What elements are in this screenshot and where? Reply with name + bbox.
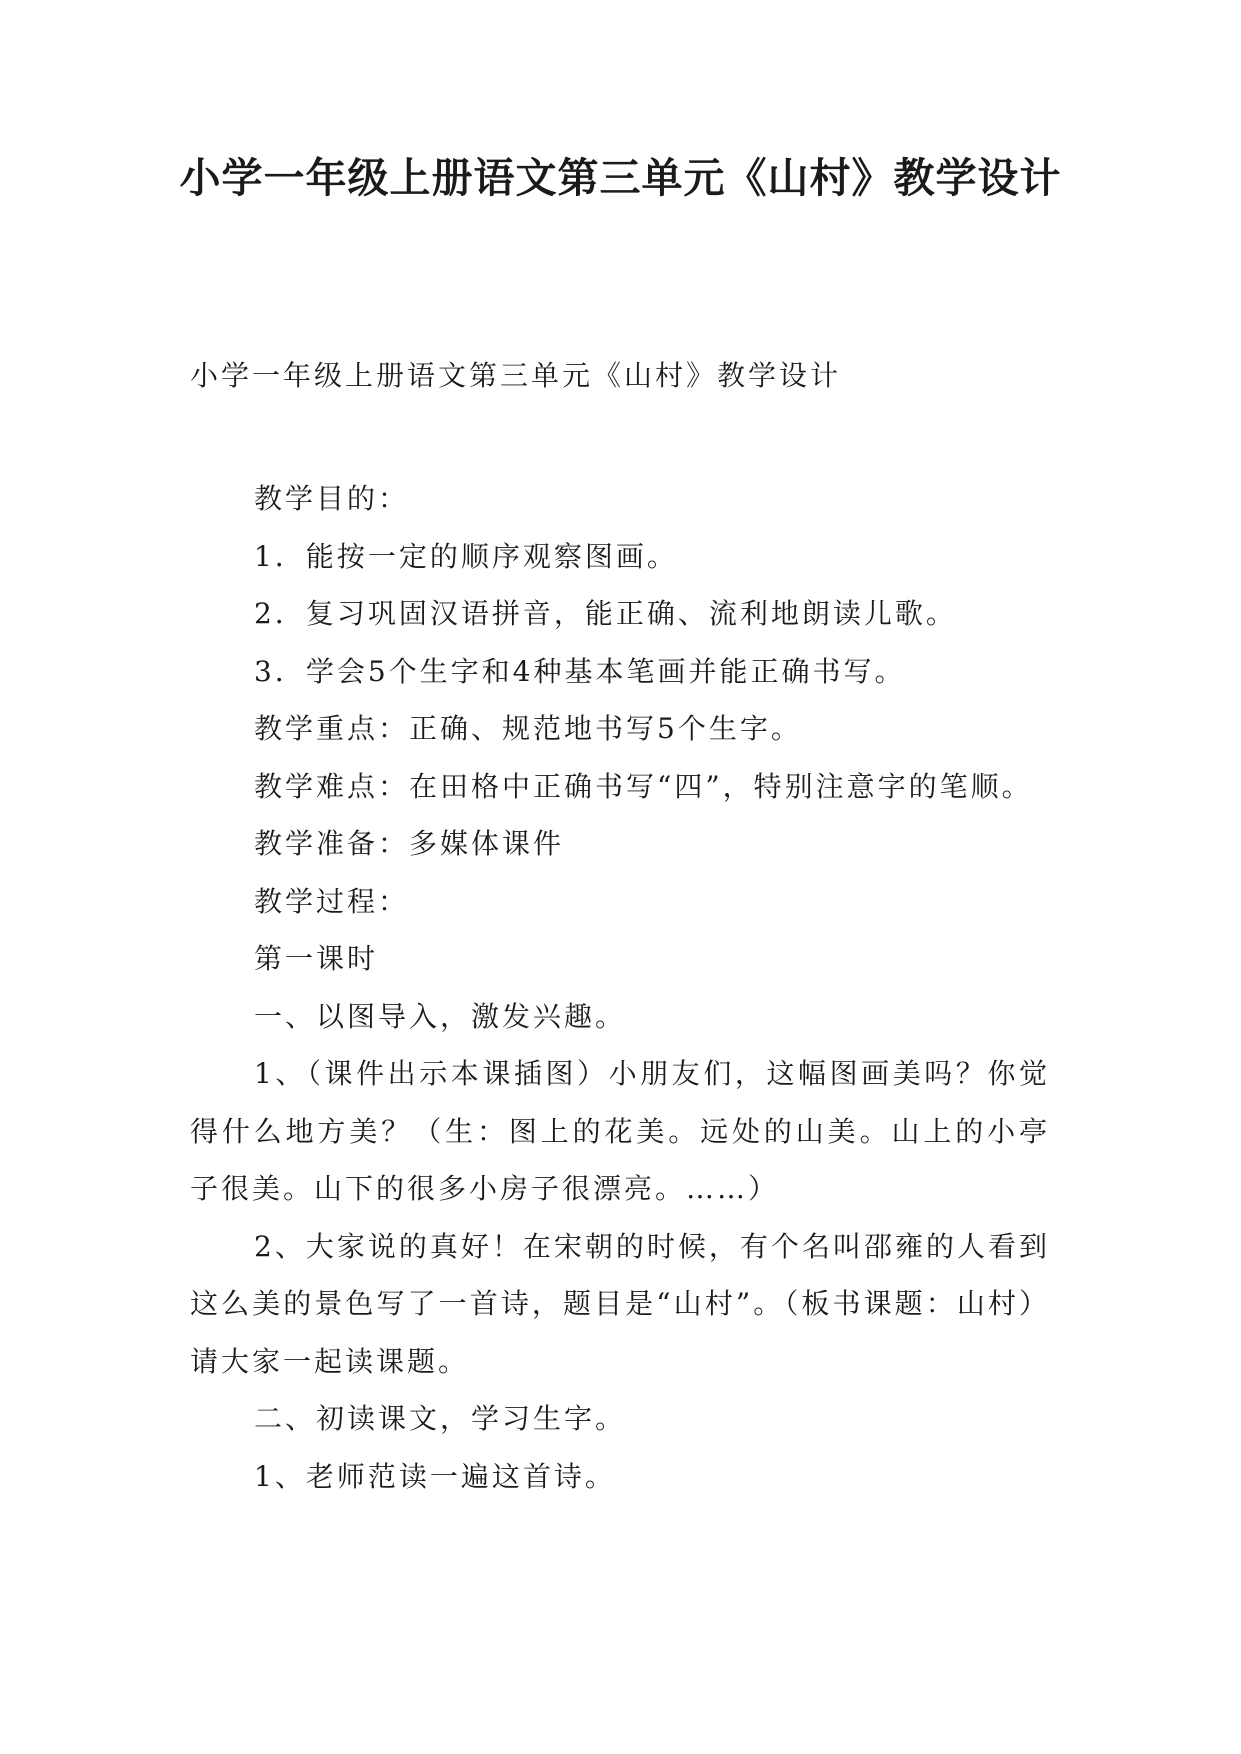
document-title: 小学一年级上册语文第三单元《山村》教学设计 <box>179 154 1062 202</box>
objective-item: 3．学会5个生字和4种基本笔画并能正确书写。 <box>254 654 906 688</box>
body-paragraph: 1、老师范读一遍这首诗。 <box>254 1459 616 1493</box>
section-heading-process: 教学过程： <box>254 884 410 918</box>
section-heading-objectives: 教学目的： <box>254 482 410 515</box>
step-heading: 一、以图导入，激发兴趣。 <box>254 999 627 1033</box>
difficulty-paragraph: 教学难点：在田格中正确书写“四”，特别注意字的笔顺。 <box>254 769 1033 803</box>
objective-item: 2．复习巩固汉语拼音，能正确、流利地朗读儿歌。 <box>254 597 957 630</box>
step-heading: 二、初读课文，学习生字。 <box>254 1402 627 1435</box>
body-paragraph: 1、（课件出示本课插图）小朋友们，这幅图画美吗？你觉得什么地方美？（生：图上的花美。远处的山美。山上的小亭子很美。山下的很多小房子很漂亮。……） <box>190 1057 1050 1205</box>
lesson-heading: 第一课时 <box>254 942 379 975</box>
body-paragraph: 2、大家说的真好！在宋朝的时候，有个名叫邵雍的人看到这么美的景色写了一首诗，题目是“山村”。（板书课题：山村）请大家一起读课题。 <box>190 1229 1050 1378</box>
document-body <box>190 470 1050 1505</box>
preparation-paragraph: 教学准备：多媒体课件 <box>254 827 565 860</box>
document-subtitle: 小学一年级上册语文第三单元《山村》教学设计 <box>190 359 842 392</box>
objective-item: 1．能按一定的顺序观察图画。 <box>254 539 678 573</box>
key-point-paragraph: 教学重点：正确、规范地书写5个生字。 <box>254 712 802 745</box>
